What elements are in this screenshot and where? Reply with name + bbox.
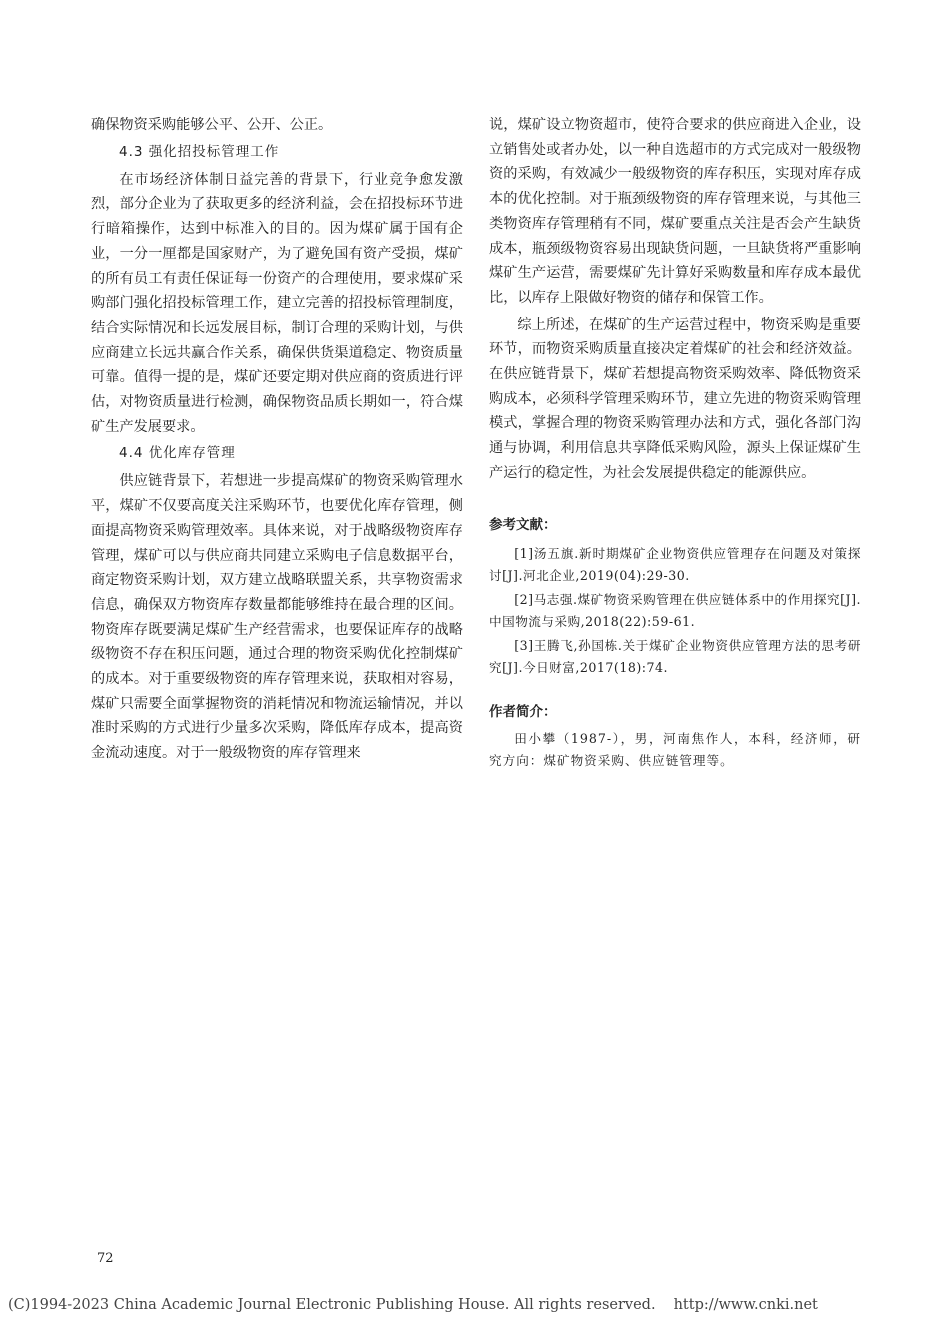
paragraph: 说，煤矿设立物资超市，使符合要求的供应商进入企业，设立销售处或者办处，以一种自选超市的方式完成对一般级物资的采购，有效减少一般级物资的库存积压，实现对库存成本的优化控制。对于瓶颈级物资的库存管理来说，与其他三类物资库存管理稍有不同，煤矿要重点关注是否会产生缺货成本，瓶颈级物资容易出现缺货问题，一旦缺货将严重影响煤矿生产运营，需要煤矿先计算好采购数量和库存成本最优比，以库存上限做好物资的储存和保管工作。: [489, 117, 861, 306]
reference-item: [1]汤五旗.新时期煤矿企业物资供应管理存在问题及对策探讨[J].河北企业,2019(04):29-30.: [489, 545, 861, 584]
author-bio-text: 田小攀（1987-），男，河南焦作人，本科，经济师，研究方向：煤矿物资采购、供应链管理等。: [489, 730, 861, 769]
paragraph: 在市场经济体制日益完善的背景下，行业竞争愈发激烈，部分企业为了获取更多的经济利益，会在招投标环节进行暗箱操作，达到中标准入的目的。因为煤矿属于国有企业，一分一厘都是国家财产，为了避免国有资产受损，煤矿的所有员工有责任保证每一份资产的合理使用，要求煤矿采购部门强化招投标管理工作，建立完善的招投标管理制度，结合实际情况和长远发展目标，制订合理的采购计划，与供应商建立长远共赢合作关系，确保供货渠道稳定、物资质量可靠。值得一提的是，煤矿还要定期对供应商的资质进行评估，对物资质量进行检测，确保物资品质长期如一，符合煤矿生产发展要求。: [91, 171, 463, 435]
footer: [8, 1297, 818, 1313]
section-heading-4-3: 4.3 强化招投标管理工作: [119, 143, 280, 160]
page-number: 72: [97, 1251, 114, 1266]
paragraph: 综上所述，在煤矿的生产运营过程中，物资采购是重要环节，而物资采购质量直接决定着煤矿的社会和经济效益。在供应链背景下，煤矿若想提高物资采购效率、降低物资采购成本，必须科学管理采购环节，建立先进的物资采购管理模式，掌握合理的物资采购管理办法和方式，强化各部门沟通与协调，利用信息共享降低采购风险，源头上保证煤矿生产运行的稳定性，为社会发展提供稳定的能源供应。: [489, 316, 861, 481]
reference-list: [489, 543, 861, 680]
paragraph: 供应链背景下，若想进一步提高煤矿的物资采购管理水平，煤矿不仅要高度关注采购环节，也要优化库存管理，侧面提高物资采购管理效率。具体来说，对于战略级物资库存管理，煤矿可以与供应商共同建立采购电子信息数据平台，商定物资采购计划，双方建立战略联盟关系，共享物资需求信息，确保双方物资库存数量都能够维持在最合理的区间。物资库存既要满足煤矿生产经营需求，也要保证库存的战略级物资不存在积压问题，通过合理的物资采购优化控制煤矿的成本。对于重要级物资的库存管理来说，获取相对容易，煤矿只需要全面掌握物资的消耗情况和物流运输情况，并以准时采购的方式进行少量多次采购，降低库存成本，提高资金流动速度。对于一般级物资的库存管理来: [91, 473, 463, 762]
copyright-text: (C)1994-2023 China Academic Journal Electronic Publishing House. All rights reserved.: [8, 1297, 656, 1313]
footer-url[interactable]: http://www.cnki.net: [673, 1297, 818, 1313]
reference-item: [3]王腾飞,孙国栋.关于煤矿企业物资供应管理方法的思考研究[J].今日财富,2017(18):74.: [489, 637, 861, 676]
left-column: [91, 113, 463, 766]
paragraph: 确保物资采购能够公平、公开、公正。: [91, 117, 333, 133]
author-bio-heading: 作者简介：: [489, 703, 557, 720]
right-column: [489, 113, 861, 773]
references-heading: 参考文献：: [489, 516, 557, 533]
section-heading-4-4: 4.4 优化库存管理: [119, 445, 236, 462]
reference-item: [2]马志强.煤矿物资采购管理在供应链体系中的作用探究[J].中国物流与采购,2018(22):59-61.: [489, 591, 861, 630]
